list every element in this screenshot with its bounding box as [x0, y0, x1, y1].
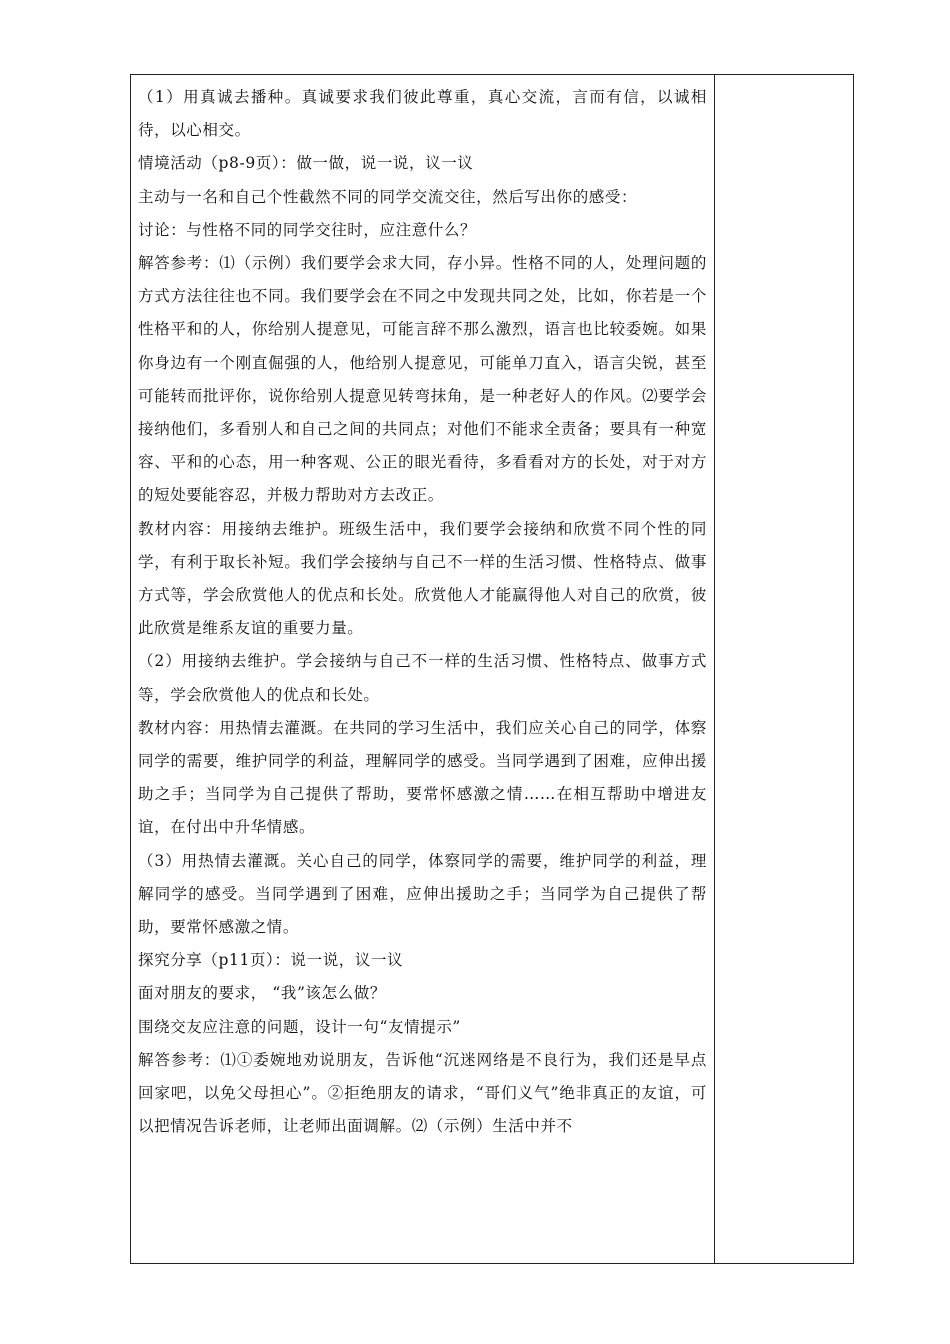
main-content-cell	[131, 75, 715, 1263]
paragraph-answer-2: 解答参考：⑴①委婉地劝说朋友，告诉他“沉迷网络是不良行为，我们还是早点回家吧，以免父母担心”。②拒绝朋友的请求，“哥们义气”绝非真正的友谊，可以把情况告诉老师，让老师出面调解。⑵（示例）生活中并不	[138, 1050, 707, 1136]
side-notes-cell	[715, 75, 853, 1263]
paragraph-tip-task: 围绕交友应注意的问题，设计一句“友情提示”	[138, 1017, 461, 1036]
paragraph-explore-title: 探究分享（p11页）：说一说，议一议	[138, 951, 404, 970]
paragraph-answer-1: 解答参考：⑴（示例）我们要学会求大同，存小异。性格不同的人，处理问题的方式方法往往也不同。我们要学会在不同之中发现共同之处，比如，你若是一个性格平和的人，你给别人提意见，可能言辞不那么激烈，语言也比较委婉。如果你身边有一个刚直倔强的人，他给别人提意见，可能单刀直入，语言尖锐，甚至可能转而批评你，说你给别人提意见转弯抹角，是一种老好人的作风。⑵要学会接纳他们，多看别人和自己之间的共同点；对他们不能求全责备；要具有一种宽容、平和的心态，用一种客观、公正的眼光看待，多看看对方的长处，对于对方的短处要能容忍，并极力帮助对方去改正。	[138, 254, 707, 505]
paragraph-acceptance: （2）用接纳去维护。学会接纳与自己不一样的生活习惯、性格特点、做事方式等，学会欣赏他人的优点和长处。	[138, 652, 707, 704]
paragraph-sincerity: （1）用真诚去播种。真诚要求我们彼此尊重，真心交流，言而有信，以诚相待，以心相交。	[138, 88, 707, 140]
paragraph-textbook-enthusiasm: 教材内容：用热情去灌溉。在共同的学习生活中，我们应关心自己的同学，体察同学的需要，维护同学的利益，理解同学的感受。当同学遇到了困难，应伸出援助之手；当同学为自己提供了帮助，要常怀感激之情……在相互帮助中增进友谊，在付出中升华情感。	[138, 718, 707, 837]
paragraph-activity-title: 情境活动（p8-9页）：做一做，说一说，议一议	[138, 154, 474, 173]
paragraph-question: 面对朋友的要求， “我”该怎么做？	[138, 984, 386, 1003]
paragraph-textbook-acceptance: 教材内容：用接纳去维护。班级生活中，我们要学会接纳和欣赏不同个性的同学，有利于取长补短。我们学会接纳与自己不一样的生活习惯、性格特点、做事方式等，学会欣赏他人的优点和长处。欣赏他人才能赢得他人对自己的欣赏，彼此欣赏是维系友谊的重要力量。	[138, 519, 707, 638]
content-table	[130, 74, 854, 1264]
paragraph-activity-task: 主动与一名和自己个性截然不同的同学交流交往，然后写出你的感受：	[138, 187, 638, 206]
paragraph-enthusiasm: （3）用热情去灌溉。关心自己的同学，体察同学的需要，维护同学的利益，理解同学的感受。当同学遇到了困难，应伸出援助之手；当同学为自己提供了帮助，要常怀感激之情。	[138, 851, 707, 937]
paragraph-discussion: 讨论：与性格不同的同学交往时，应注意什么？	[138, 220, 477, 239]
